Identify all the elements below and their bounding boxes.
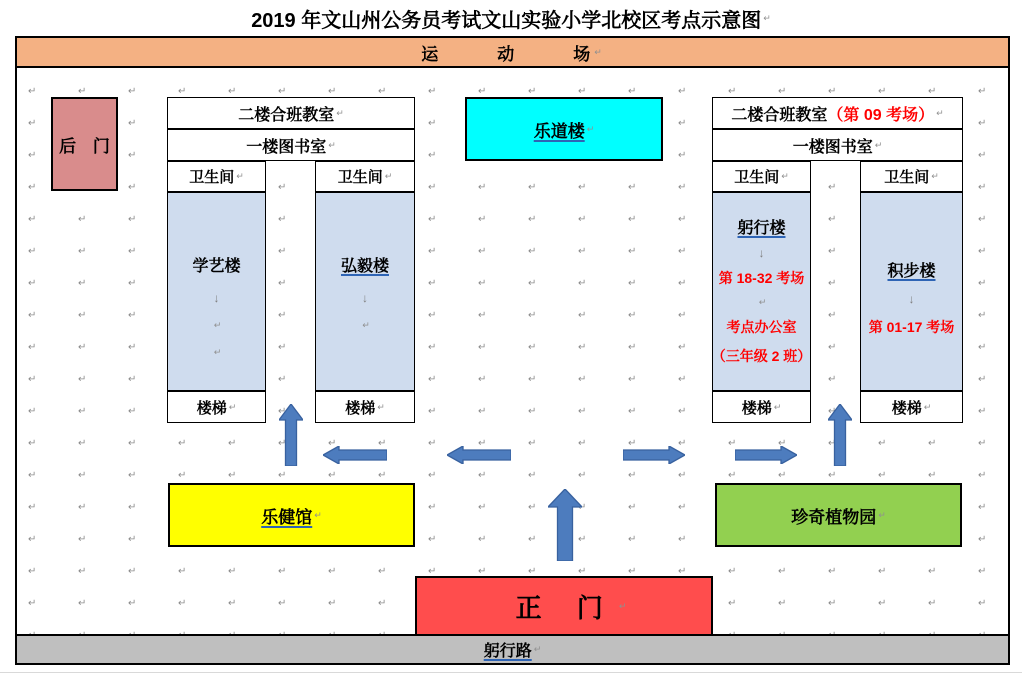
xueyi-building	[167, 192, 266, 391]
left-west-toilet	[167, 161, 266, 192]
gongxing-building-label: 躬行楼	[737, 220, 786, 237]
jibu-building	[860, 192, 963, 391]
xueyi-building-label: 学艺楼	[192, 258, 241, 275]
down-arrow-glyph: ↓	[362, 291, 368, 305]
paragraph-mark: ↵	[228, 401, 237, 412]
paragraph-mark: ↵	[586, 123, 595, 134]
paragraph-mark: ↵	[533, 644, 542, 654]
exam-rooms-01-17-label: 第 01-17 考场	[868, 319, 955, 335]
paragraph-mark: ↵	[377, 401, 385, 412]
page-bottom-divider	[0, 672, 1022, 673]
right-east-stairs	[860, 391, 963, 423]
down-arrow-glyph: ↓	[758, 246, 765, 260]
exam-rooms-18-32-label: 第 18-32 考场	[718, 270, 805, 286]
paragraph-mark: ↵	[384, 171, 393, 181]
exam-office-class-label: （三年级 2 班）	[711, 348, 812, 364]
jibu-building-label: 积步楼	[887, 263, 936, 280]
toilet-label: 卫生间	[189, 169, 235, 186]
left-building-floor2	[167, 97, 415, 129]
route-arrow-up-main-gate	[548, 489, 582, 561]
paragraph-mark: ↵	[213, 320, 222, 330]
right-building-floor2	[712, 97, 963, 129]
paragraph-mark: ↵	[758, 297, 767, 307]
exam-room-09-label: （第 09 考场）	[827, 106, 935, 124]
page-title-text: 2019 年文山州公务员考试文山实验小学北校区考点示意图	[251, 9, 762, 32]
route-arrow-right-1	[623, 446, 685, 464]
paragraph-mark: ↵	[314, 509, 322, 520]
stairs-label: 楼梯	[345, 399, 376, 417]
down-arrow-glyph: ↓	[908, 292, 915, 306]
toilet-label: 卫生间	[884, 169, 930, 186]
botanic-garden-label: 珍奇植物园	[791, 507, 877, 527]
left-west-stairs	[167, 391, 266, 423]
stairs-label: 楼梯	[741, 399, 772, 417]
main-gate	[415, 576, 713, 637]
ledao-hall-label: 乐道楼	[533, 121, 585, 141]
paragraph-mark: ↵	[594, 46, 604, 57]
stairs-label: 楼梯	[196, 399, 227, 417]
ledao-hall	[465, 97, 663, 161]
exam-office-label: 考点办公室	[726, 319, 797, 335]
gongxing-building	[712, 192, 811, 391]
lejian-hall-label: 乐健馆	[261, 507, 313, 527]
right-west-toilet	[712, 161, 811, 192]
paragraph-mark: ↵	[781, 171, 789, 181]
route-arrow-up-left-corridor	[279, 404, 303, 466]
left-east-stairs	[315, 391, 415, 423]
page-title	[0, 3, 1022, 33]
paragraph-mark: ↵	[763, 12, 771, 23]
paragraph-mark: ↵	[336, 107, 344, 118]
route-arrow-left-1	[323, 446, 387, 464]
left-building-floor1-label: 一楼图书室	[246, 138, 327, 156]
paragraph-mark: ↵	[878, 509, 886, 520]
paragraph-mark: ↵	[362, 320, 370, 330]
main-gate-label: 正 门	[515, 593, 617, 623]
toilet-label: 卫生间	[337, 169, 383, 186]
paragraph-mark: ↵	[773, 401, 782, 412]
hongyi-building-label: 弘毅楼	[340, 258, 389, 275]
back-gate	[51, 97, 118, 191]
right-east-toilet	[860, 161, 963, 192]
paragraph-mark: ↵	[328, 139, 336, 150]
paragraph-mark: ↵	[213, 347, 222, 357]
playground-banner	[17, 38, 1008, 68]
paragraph-mark: ↵	[923, 401, 932, 412]
route-arrow-left-2	[447, 446, 511, 464]
paragraph-mark: ↵	[936, 107, 944, 118]
left-east-toilet	[315, 161, 415, 192]
hongyi-building	[315, 192, 415, 391]
right-building-floor2-label: 二楼合班教室	[731, 106, 828, 124]
paragraph-mark: ↵	[236, 171, 244, 181]
gongxing-road	[17, 634, 1008, 663]
left-building-floor2-label: 二楼合班教室	[238, 106, 335, 124]
route-arrow-up-right-corridor	[828, 404, 852, 466]
gongxing-road-label: 躬行路	[483, 643, 532, 660]
right-building-floor1-label: 一楼图书室	[792, 138, 873, 156]
back-gate-label: 后 门	[59, 136, 116, 156]
paragraph-mark: ↵	[618, 601, 627, 611]
paragraph-mark: ↵	[931, 171, 939, 181]
lejian-hall	[168, 483, 415, 547]
right-building-floor1	[712, 129, 963, 161]
toilet-label: 卫生间	[734, 169, 780, 186]
left-building-floor1	[167, 129, 415, 161]
stairs-label: 楼梯	[891, 399, 922, 417]
down-arrow-glyph: ↓	[213, 291, 220, 305]
botanic-garden	[715, 483, 962, 547]
right-west-stairs	[712, 391, 811, 423]
campus-map	[15, 36, 1010, 665]
route-arrow-right-2	[735, 446, 797, 464]
paragraph-mark: ↵	[874, 139, 883, 150]
playground-label: 运 动 场	[421, 44, 593, 64]
